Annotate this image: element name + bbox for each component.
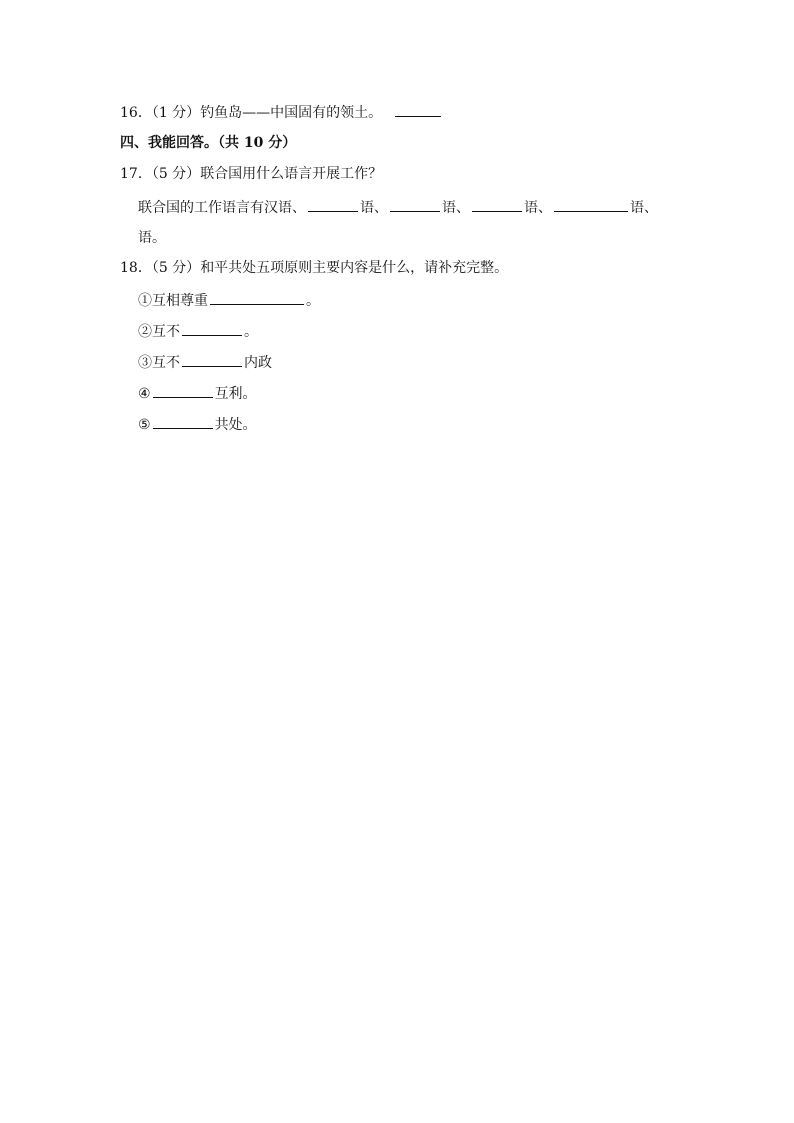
answer-blank-3[interactable]: [472, 197, 522, 212]
q18-item-5: [138, 414, 257, 435]
question-score: （5 分）: [151, 260, 201, 276]
separator: 语、: [630, 200, 658, 216]
answer-blank[interactable]: [153, 383, 213, 398]
question-text: 钓鱼岛——中国固有的领土。: [200, 105, 383, 121]
question-17: [120, 164, 382, 184]
item-marker: ②: [138, 324, 152, 340]
answer-blank-4[interactable]: [554, 197, 628, 212]
question-17-answer-end: 语。: [138, 230, 166, 246]
question-text: 联合国用什么语言开展工作？: [200, 166, 383, 182]
item-marker: ⑤: [138, 417, 151, 433]
separator: 语、: [524, 200, 552, 216]
q18-item-4: [138, 383, 257, 404]
item-text-after: 共处。: [214, 417, 257, 433]
q18-item-3: [138, 352, 272, 373]
question-number: 17．: [120, 166, 152, 182]
item-text-before: 互不: [152, 324, 180, 340]
item-text-after: 内政: [244, 355, 272, 371]
answer-blank[interactable]: [153, 414, 213, 429]
item-marker: ③: [138, 355, 152, 371]
answer-prefix: 联合国的工作语言有汉语、: [138, 200, 306, 216]
question-number: 16．: [120, 105, 152, 121]
question-17-answer-line: [138, 197, 658, 218]
question-18: [120, 258, 508, 278]
question-score: （5 分）: [151, 166, 201, 182]
question-number: 18．: [120, 260, 152, 276]
answer-blank-1[interactable]: [308, 197, 358, 212]
question-16: [120, 102, 443, 123]
q18-item-2: [138, 321, 258, 342]
item-marker: ④: [138, 386, 151, 402]
answer-blank[interactable]: [395, 102, 441, 117]
separator: 语、: [442, 200, 470, 216]
q18-item-1: [138, 290, 320, 311]
separator: 语、: [360, 200, 388, 216]
answer-blank[interactable]: [182, 352, 242, 367]
item-text-before: 互相尊重: [152, 293, 208, 309]
answer-blank-2[interactable]: [390, 197, 440, 212]
answer-blank[interactable]: [182, 321, 242, 336]
question-score: （1 分）: [151, 105, 201, 121]
item-text-after: 。: [306, 293, 320, 309]
answer-blank[interactable]: [210, 290, 304, 305]
item-text-before: 互不: [152, 355, 180, 371]
section-heading: 四、我能回答。（共 10 分）: [120, 135, 297, 151]
item-text-after: 互利。: [214, 386, 257, 402]
question-text: 和平共处五项原则主要内容是什么，请补充完整。: [200, 260, 509, 276]
item-marker: ①: [138, 293, 152, 309]
item-text-after: 。: [244, 324, 258, 340]
